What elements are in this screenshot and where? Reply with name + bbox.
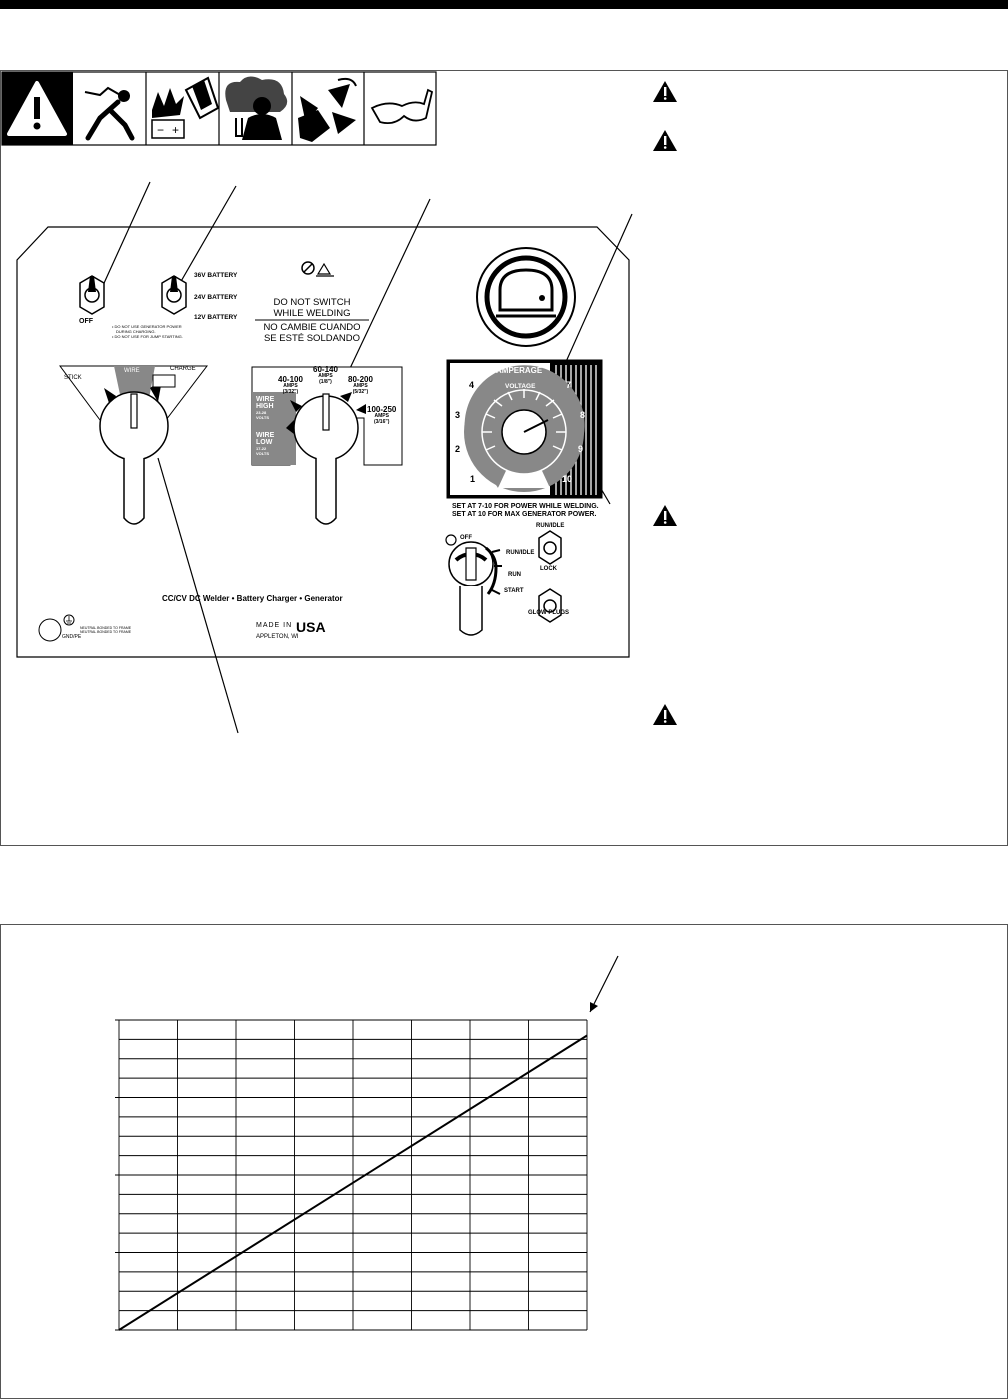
dial-note: SET AT 7-10 FOR POWER WHILE WELDING. SET AT 10 FOR MAX GENERATOR POWER.	[452, 503, 599, 518]
warning-marks	[653, 81, 677, 725]
svg-text:+: +	[172, 123, 180, 137]
off-label: OFF	[79, 318, 93, 325]
switch-warning-en: DO NOT SWITCH WHILE WELDING	[273, 297, 351, 319]
idle-switch-bottom-label: LOCK	[540, 566, 557, 572]
range-40-100: 40-100 AMPS (3/32")	[278, 375, 303, 395]
glow-plug-switch[interactable]	[539, 589, 561, 622]
dial-number-3: 3	[455, 410, 461, 420]
range-100-250: 100-250 AMPS (3/16")	[367, 405, 397, 425]
engine-run-label: RUN	[508, 572, 521, 578]
range-80-200: 80-200 AMPS (5/32")	[348, 375, 373, 395]
dial-number-1: 1	[470, 474, 476, 484]
battery-voltage-switch[interactable]	[162, 276, 186, 314]
range-60-140: 60-140 AMPS (1/8")	[313, 365, 338, 385]
dial-number-8: 8	[580, 410, 586, 420]
engine-run-idle-label: RUN/IDLE	[506, 550, 535, 556]
usa-label: USA	[296, 619, 326, 635]
charge-notes: • DO NOT USE GENERATOR POWER DURING CHARGING. • DO NOT USE FOR JUMP STARTING.	[112, 324, 183, 339]
wire-high-label: WIRE HIGH 23-28 VOLTS	[256, 396, 275, 420]
battery-12v-label: 12V BATTERY	[194, 314, 238, 321]
location-label: APPLETON, WI	[256, 634, 299, 640]
dial-number-10: 10	[562, 474, 573, 484]
charge-label: CHARGE	[170, 366, 196, 372]
dial-number-4: 4	[469, 380, 475, 390]
engine-hour-meter	[477, 248, 575, 346]
idle-toggle-switch[interactable]	[539, 531, 561, 564]
stick-label: STICK	[64, 375, 82, 381]
idle-switch-top-label: RUN/IDLE	[536, 523, 565, 529]
wire-low-label: WIRE LOW 17-22 VOLTS	[256, 432, 275, 456]
charger-toggle-switch[interactable]	[80, 276, 104, 314]
amperage-label: AMPERAGE	[496, 366, 543, 375]
engine-start-label: START	[504, 588, 524, 594]
engine-off-label: OFF	[460, 535, 472, 541]
chart-callout-line	[590, 956, 618, 1012]
battery-36v-label: 36V BATTERY	[194, 272, 238, 279]
made-in-label: MADE IN	[256, 622, 293, 629]
battery-24v-label: 24V BATTERY	[194, 294, 238, 301]
voltage-label: VOLTAGE	[505, 383, 536, 390]
glow-plugs-label: GLOW PLUGS	[528, 610, 569, 616]
chart-grid	[115, 1020, 587, 1330]
svg-text:−: −	[157, 123, 165, 137]
wire-label: WIRE	[124, 368, 140, 374]
switch-warning-es: NO CAMBIE CUANDO SE ESTÉ SOLDANDO	[263, 322, 361, 344]
safety-symbols	[2, 72, 436, 145]
dial-number-2: 2	[455, 444, 461, 454]
dial-number-7: 7	[566, 380, 572, 390]
dial-number-9: 9	[578, 444, 584, 454]
model-description: CC/CV DC Welder • Battery Charger • Generator	[162, 594, 343, 603]
ground-note: NEUTRAL BONDED TO FRAME NEUTRAL BONDED TO FRAME	[80, 626, 132, 634]
ground-label: GND/PE	[62, 634, 82, 640]
